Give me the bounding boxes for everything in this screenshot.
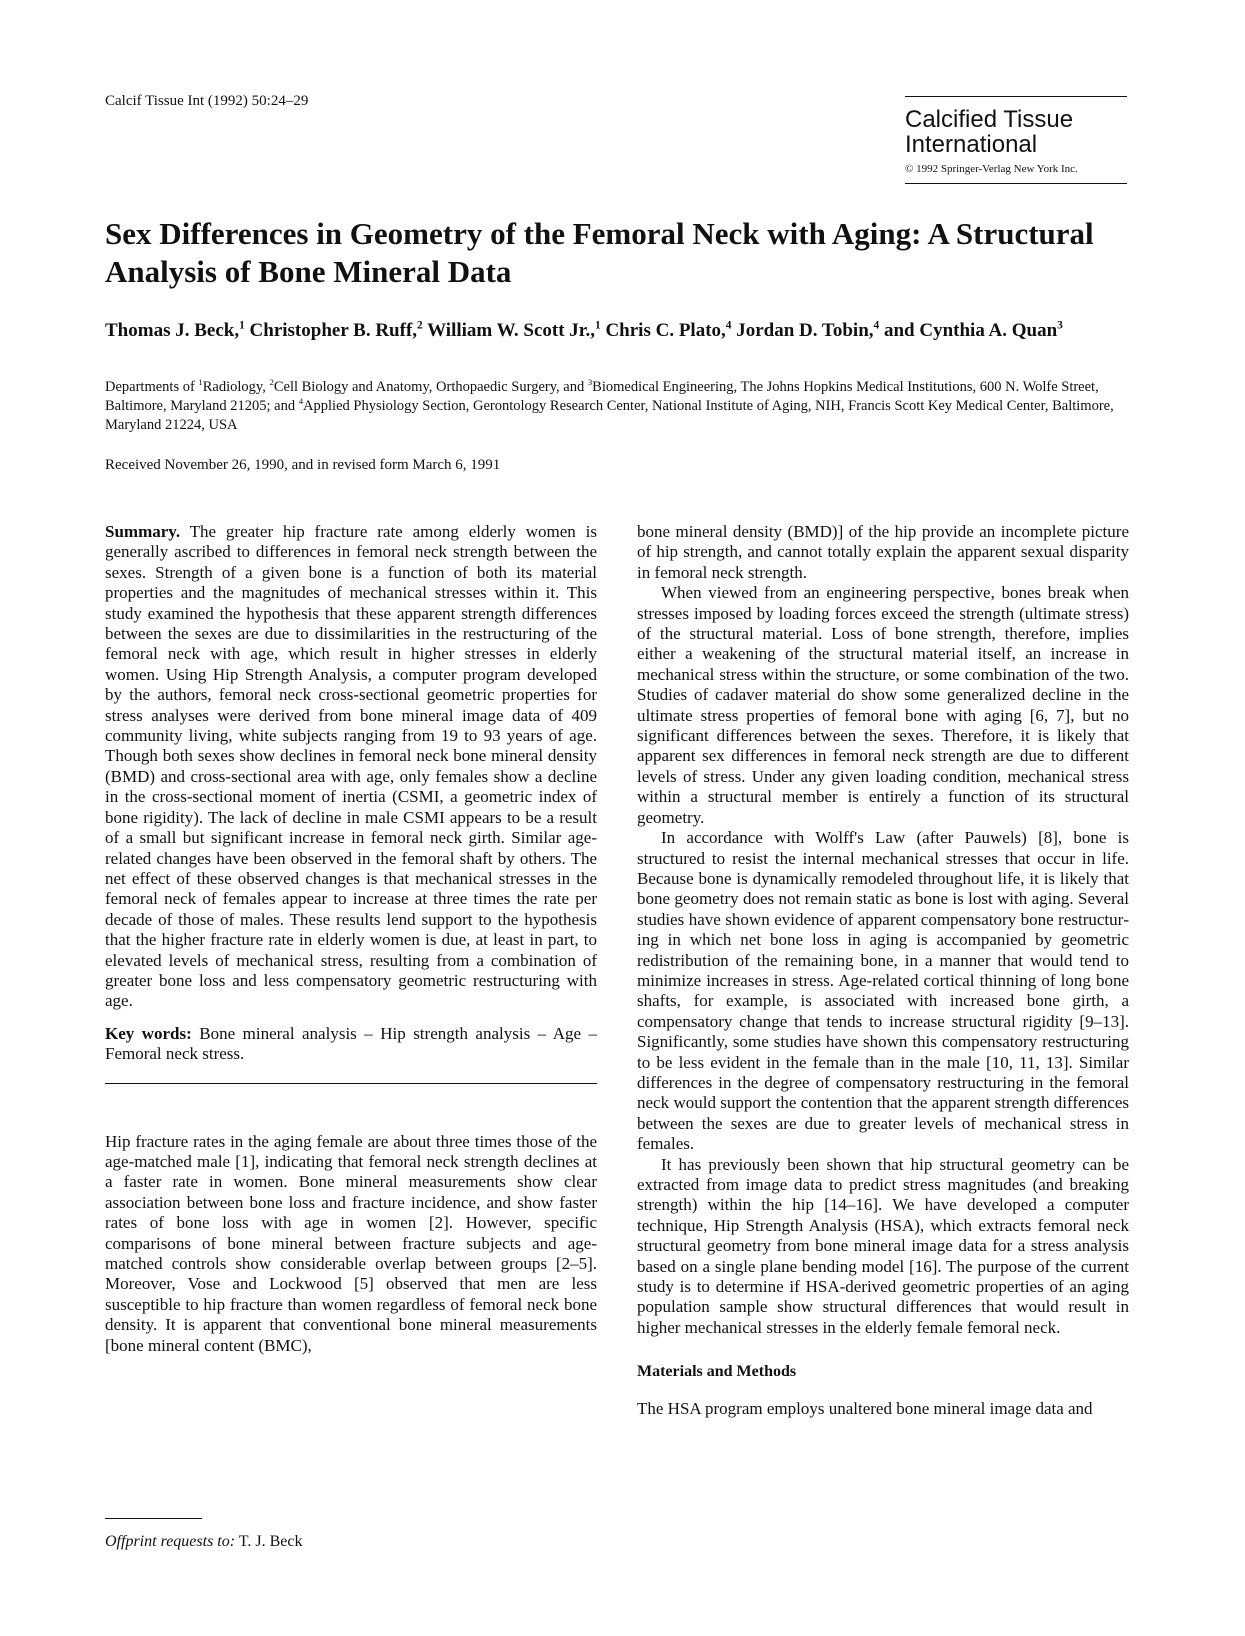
offprint-name: T. J. Beck (235, 1533, 303, 1550)
author-affiliation-mark: 1 (239, 319, 245, 332)
article-title: Sex Differences in Geometry of the Femoral Neck with Aging: A Structural Analysis of Bone Mineral Data (105, 216, 1094, 289)
affiliation-mark: 3 (587, 377, 593, 388)
footnote-rule (105, 1518, 202, 1519)
body-paragraph-4: It has previously been shown that hip structural geometry can be extracted from image data to predict stress magnitudes (and breaking strength) within the hip [14–16]. We have developed a computer technique, Hip Strength Analysis (HSA), which extracts femoral neck structural geometry from bone mineral image data for a stress analysis based on a single plane bending model [16]. The purpose of the current study is to determine if HSA-derived geometric properties of an aging population sample show structural differences that would result in higher mechanical stresses in the elderly female femoral neck. (637, 1154, 1129, 1337)
author-name: and Cynthia A. Quan (879, 320, 1058, 341)
offprint-footnote (105, 1533, 302, 1551)
author-affiliation-mark: 3 (1057, 319, 1063, 332)
author-affiliation-mark: 4 (873, 319, 880, 332)
body-paragraph-2: When viewed from an engineering perspective, bones break when stresses imposed by loading forces exceed the strength (ultimate stress) of the structural material. Loss of bone strength, therefore, implies either a weakening of the structural material itself, an increase in mechanical stress within the structure, or some combination of the two. Studies of cadaver material do show some generalized decline in the ultimate stress properties of femoral bone with aging [6, 7], but no significant differences between the sexes. Therefore, it is likely that apparent sex differences in femoral neck strength are due to different levels of stress. Under any given loading condition, mechanical stress within a structural member is entirely a function of its structural geometry. (637, 583, 1129, 827)
summary-label: Summary. (105, 522, 181, 541)
author-name: William W. Scott Jr., (422, 320, 595, 341)
intro-paragraph-continued: bone mineral density (BMD)] of the hip provide an incomplete picture of hip strength, and cannot totally explain the apparent sexual disparity in femoral neck strength. (637, 522, 1129, 582)
author-affiliation-mark: 4 (725, 319, 732, 332)
affiliation-text: Radiology, (202, 379, 270, 395)
section-divider (105, 1083, 597, 1084)
section-heading-methods: Materials and Methods (637, 1363, 797, 1381)
affiliation-mark: 4 (298, 396, 304, 407)
methods-paragraph: The HSA program employs unaltered bone mineral image data and (637, 1398, 1093, 1418)
right-column (637, 522, 1129, 1419)
journal-name: Calcified Tissue International (905, 106, 1074, 158)
copyright-notice: © 1992 Springer-Verlag New York Inc. (905, 163, 1078, 175)
author-name: Jordan D. Tobin, (731, 320, 874, 341)
keywords-text: Bone mineral analysis – Hip strength analysis – Age – Femoral neck stress. (105, 1023, 597, 1064)
intro-paragraph: Hip fracture rates in the aging female are about three times those of the age-matched male [1], indicating that femoral neck strength declines at a faster rate in women. Bone mineral measurements show clear association between bone loss and fracture incidence, and show faster rates of bone loss with age in women [2]. However, specific comparisons of bone mineral between fracture subjects and age-matched controls show considerable overlap between groups [2–5]. Moreover, Vose and Lockwood [5] observed that men are less susceptible to hip fracture than women regardless of femoral neck bone density. It is apparent that conventional bone mineral measurements [bone mineral content (BMC), (105, 1131, 597, 1355)
summary-paragraph (105, 522, 597, 1012)
keywords-paragraph (105, 1024, 597, 1065)
masthead-top-rule (905, 96, 1127, 97)
affiliation-mark: 1 (198, 377, 203, 388)
author-name: Chris C. Plato, (600, 320, 726, 341)
affiliation-mark: 2 (269, 377, 274, 388)
affiliations (105, 378, 1135, 435)
masthead-bottom-rule (905, 183, 1127, 184)
affiliation-text: Cell Biology and Anatomy, Orthopaedic Surgery, and (273, 379, 588, 395)
affiliation-text: Departments of (105, 379, 199, 395)
author-name: Christopher B. Ruff, (244, 320, 418, 341)
affiliation-text: Applied Physiology Section, Gerontology Research Center, National Institute of Aging, NIH, Francis Scott Key Medical Center, Baltimore, Maryland 21224, USA (105, 398, 1114, 433)
left-column (105, 522, 597, 1356)
author-list (105, 318, 1135, 343)
author-name: Thomas J. Beck, (105, 320, 240, 341)
author-affiliation-mark: 2 (417, 319, 423, 332)
journal-citation: Calcif Tissue Int (1992) 50:24–29 (105, 93, 309, 109)
received-date: Received November 26, 1990, and in revised form March 6, 1991 (105, 457, 501, 473)
summary-text: The greater hip fracture rate among elderly women is generally ascribed to differences in femoral neck strength between the sexes. Strength of a given bone is a function of both its material properties and the magnitudes of mechanical stresses within it. This study examined the hypothesis that these apparent strength differences between the sexes are due to dissimilarities in the restructuring of the femoral neck with age, which result in higher stresses in elderly women. Using Hip Strength Analysis, a computer program developed by the authors, femoral neck cross-sectional geometric properties for stress analyses were derived from bone mineral image data of 409 community living, white subjects ranging from 19 to 93 years of age. Though both sexes show declines in femoral neck bone mineral density (BMD) and cross-sectional area with age, only females show a decline in the cross-sectional moment of inertia (CSMI, a geometric index of bone rigidity). The lack of decline in male CSMI appears to be a result of a small but significant increase in femoral neck girth. Similar age-related changes have been observed in the femoral shaft by others. The net effect of these observed changes is that mechanical stresses in the femoral neck of females appear to increase at three times the rate per decade of those of males. These results lend support to the hypothesis that the higher fracture rate in elderly women is due, at least in part, to elevated levels of mechanical stress, resulting from a combination of greater bone loss and less compensatory geometric restructuring with age. (105, 522, 597, 1011)
keywords-label: Key words: (105, 1023, 192, 1043)
journal-masthead (905, 96, 1127, 184)
author-affiliation-mark: 1 (595, 319, 601, 332)
offprint-label: Offprint requests to: (105, 1533, 236, 1550)
affiliation-text: Biomedical Engineering, The Johns Hopkins Medical Institutions, 600 N. Wolfe Street, Baltimore, Maryland 21205; and (105, 379, 1099, 414)
body-paragraph-3: In accordance with Wolff's Law (after Pauwels) [8], bone is structured to resist the internal mechanical stresses that occur in life. Because bone is dynamically remodeled throughout life, it is likely that bone geometry does not remain static as bone is lost with aging. Several studies have shown evidence of apparent compensatory bone restructuring in which net bone loss in aging is accompanied by geometric redistribution of the remaining bone, in a manner that would tend to minimize increases in stress. Age-related cortical thinning of long bone shafts, for example, is associated with increased bone girth, a compensatory change that tends to increase structural rigidity [9–13]. Significantly, some studies have shown this compensatory restructuring to be less evident in the female than in the male [10, 11, 13]. Similar differences in the degree of compensatory restructuring in the femoral neck would support the contention that the apparent strength differences between the sexes are due to greater levels of mechanical stress in females. (637, 828, 1129, 1154)
